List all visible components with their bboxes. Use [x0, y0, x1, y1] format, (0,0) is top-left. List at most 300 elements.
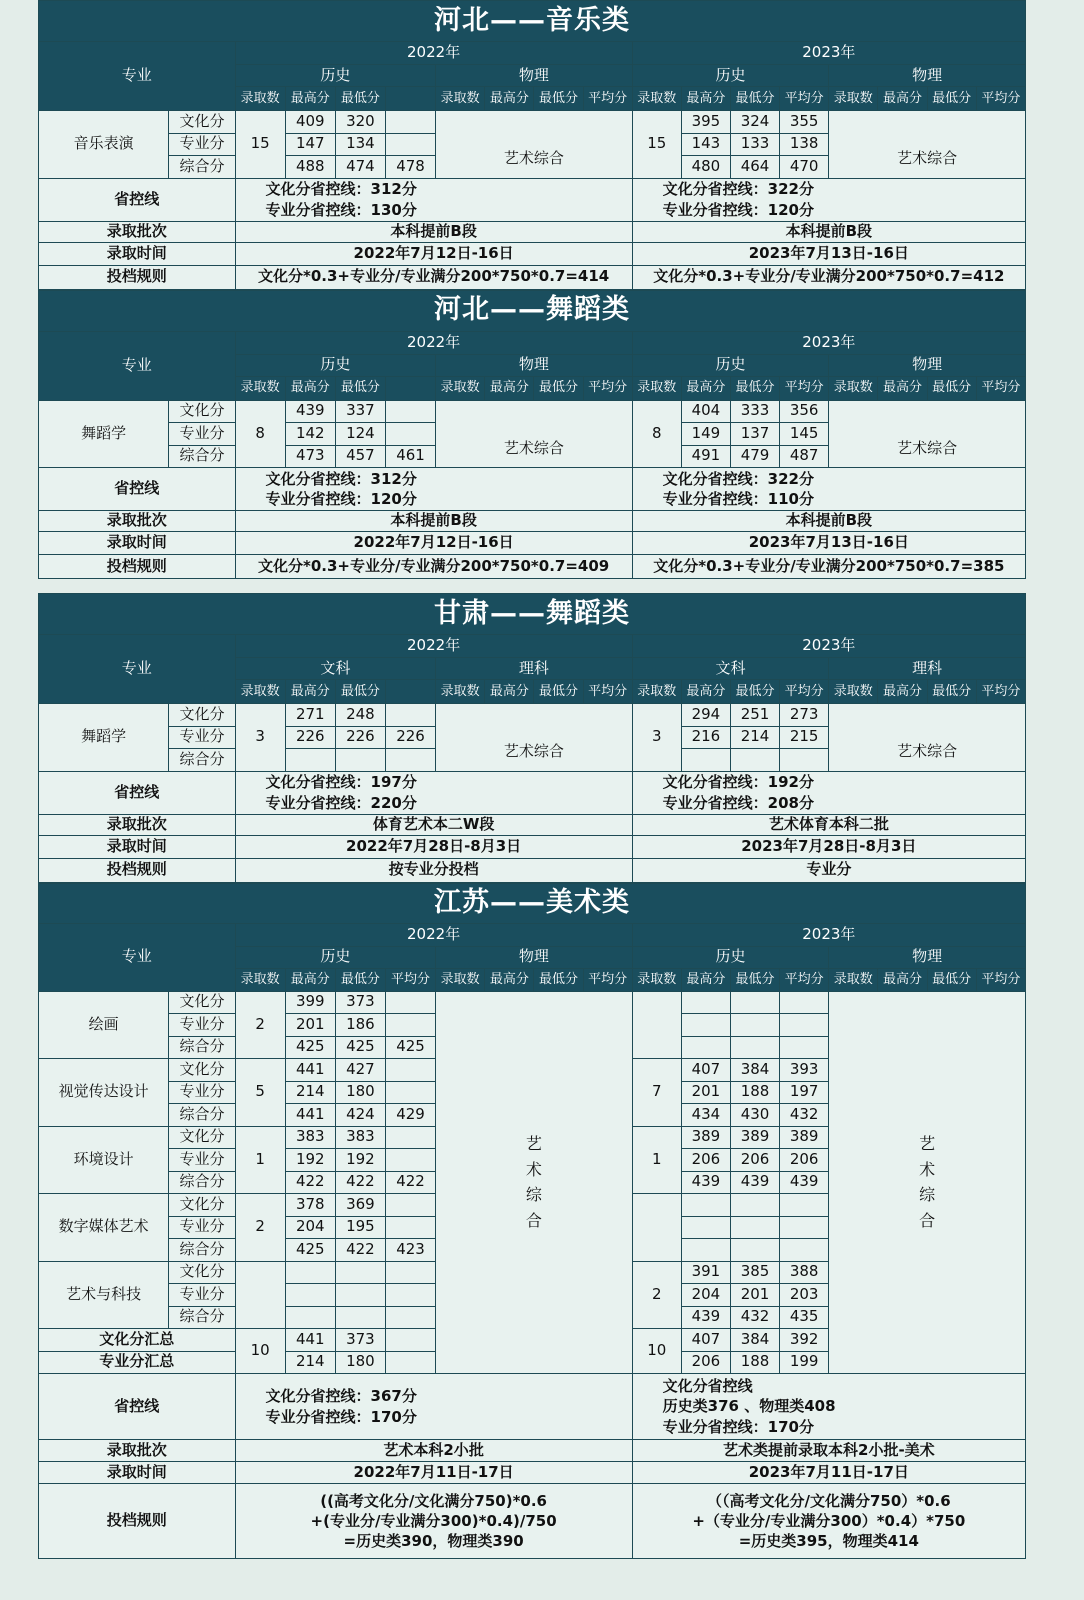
score-2023: 389	[681, 1126, 730, 1149]
score-2023	[730, 1194, 779, 1217]
admit-count-2022: 8	[235, 400, 285, 468]
summary-2023: 188	[730, 1351, 779, 1374]
column-header: 平均分	[976, 376, 1025, 400]
score-2023	[780, 1239, 829, 1262]
score-2023: 439	[730, 1171, 779, 1194]
major-name: 音乐表演	[39, 111, 169, 179]
physics-2023-note: 艺术综合	[829, 111, 1026, 179]
column-header: 最高分	[681, 968, 730, 991]
score-2022: 422	[335, 1239, 385, 1262]
column-header: 最低分	[534, 680, 583, 704]
column-header: 最高分	[681, 376, 730, 400]
column-header: 录取数	[632, 87, 681, 111]
score-2022	[385, 1059, 435, 1082]
section-table	[38, 290, 1026, 580]
column-header: 录取数	[436, 968, 485, 991]
score-type: 综合分	[169, 749, 235, 772]
column-header: 录取数	[829, 376, 878, 400]
summary-2023: 199	[780, 1351, 829, 1374]
column-header: 录取数	[829, 87, 878, 111]
summary-2023: 384	[730, 1329, 779, 1352]
score-2022	[385, 133, 435, 156]
score-2022	[385, 1126, 435, 1149]
admit-count-2023: 1	[632, 1126, 681, 1194]
score-2023	[681, 991, 730, 1014]
score-2022: 422	[285, 1171, 335, 1194]
score-2023: 206	[681, 1149, 730, 1172]
text-line: 专业分省控线：120分	[265, 490, 417, 508]
text-line: 专业分省控线：130分	[265, 200, 417, 219]
score-2022: 201	[285, 1014, 335, 1037]
column-header: 最低分	[927, 87, 976, 111]
score-2023	[681, 749, 730, 772]
score-2023: 491	[681, 445, 730, 468]
section-panel	[38, 0, 1026, 290]
batch-label: 录取批次	[39, 1440, 236, 1462]
rule-2023: 专业分	[632, 858, 1025, 882]
sections-container	[38, 0, 1026, 1559]
score-2022: 383	[285, 1126, 335, 1149]
time-2023: 2023年7月13日-16日	[632, 242, 1025, 265]
time-label: 录取时间	[39, 835, 236, 858]
time-2023: 2023年7月28日-8月3日	[632, 835, 1025, 858]
column-header: 平均分	[583, 87, 632, 111]
score-2023: 470	[780, 156, 829, 179]
admit-count-2022: 5	[235, 1059, 285, 1127]
score-2022: 195	[335, 1216, 385, 1239]
track-header: 文科	[235, 658, 436, 680]
control-line-label: 省控线	[39, 1374, 236, 1440]
score-type: 专业分	[169, 1081, 235, 1104]
score-2022	[385, 1014, 435, 1037]
major-name: 舞蹈学	[39, 704, 169, 772]
admit-count-2022: 2	[235, 1194, 285, 1262]
score-2022	[385, 111, 435, 134]
score-type: 文化分	[169, 1194, 235, 1217]
column-header: 最低分	[730, 87, 779, 111]
score-type: 专业分	[169, 1284, 235, 1307]
score-2022	[385, 1284, 435, 1307]
section-title: 甘肃——舞蹈类	[39, 594, 1026, 635]
score-2022	[335, 1261, 385, 1284]
score-2022: 439	[285, 400, 335, 423]
year-2022-header: 2022年	[235, 635, 632, 658]
column-header: 录取数	[235, 376, 285, 400]
text-line: 文化分省控线：312分	[265, 469, 417, 488]
control-line-2023	[632, 1374, 1025, 1440]
control-line-2022	[235, 771, 632, 814]
admit-count-2023: 7	[632, 1059, 681, 1127]
score-2023: 204	[681, 1284, 730, 1307]
score-type: 文化分	[169, 1126, 235, 1149]
time-2022: 2022年7月12日-16日	[235, 532, 632, 555]
score-2023: 206	[730, 1149, 779, 1172]
control-line-2022	[235, 468, 632, 511]
section-panel	[38, 290, 1026, 580]
column-header: 最低分	[534, 376, 583, 400]
score-2022: 337	[335, 400, 385, 423]
text-line: +（专业分/专业满分300）*0.4）*750	[692, 1511, 966, 1530]
column-header: 最低分	[730, 376, 779, 400]
score-2023: 384	[730, 1059, 779, 1082]
score-2023	[730, 991, 779, 1014]
rule-label: 投档规则	[39, 858, 236, 882]
score-2022	[335, 1306, 385, 1329]
major-header: 专业	[39, 42, 236, 111]
score-2022: 423	[385, 1239, 435, 1262]
summary-2022: 180	[335, 1351, 385, 1374]
score-2022: 320	[335, 111, 385, 134]
score-2023: 479	[730, 445, 779, 468]
admit-count-2023: 15	[632, 111, 681, 179]
track-header: 历史	[632, 65, 829, 87]
score-2023: 197	[780, 1081, 829, 1104]
score-2022: 204	[285, 1216, 335, 1239]
score-2023: 214	[730, 726, 779, 749]
batch-2022: 本科提前B段	[235, 511, 632, 532]
score-2023	[730, 1216, 779, 1239]
text-line: 术	[525, 1159, 542, 1179]
physics-2022-note: 艺术综合	[436, 704, 633, 772]
text-line: 文化分省控线	[662, 1377, 753, 1396]
score-type: 综合分	[169, 1104, 235, 1127]
summary-2023: 206	[681, 1351, 730, 1374]
column-header: 最低分	[534, 968, 583, 991]
physics-2023-note	[829, 991, 1026, 1374]
column-header: 最低分	[730, 680, 779, 704]
section-panel	[38, 593, 1026, 883]
score-2022: 422	[385, 1171, 435, 1194]
text-line: 专业分省控线：110分	[662, 490, 814, 508]
column-header: 平均分	[976, 680, 1025, 704]
text-line: 专业分省控线：220分	[265, 793, 417, 812]
column-header: 平均分	[583, 968, 632, 991]
text-line: 文化分省控线：367分	[265, 1387, 417, 1406]
track-header: 历史	[632, 354, 829, 376]
column-header: 平均分	[976, 968, 1025, 991]
score-2023: 435	[780, 1306, 829, 1329]
score-2023: 480	[681, 156, 730, 179]
score-2023: 439	[780, 1171, 829, 1194]
score-2023: 203	[780, 1284, 829, 1307]
track-header: 文科	[632, 658, 829, 680]
admit-count-2023: 2	[632, 1261, 681, 1329]
score-2023: 138	[780, 133, 829, 156]
score-type: 专业分	[169, 1216, 235, 1239]
text-line: 历史类376 、物理类408	[662, 1397, 836, 1416]
text-line: 文化分省控线：322分	[662, 180, 814, 199]
score-2023	[730, 1036, 779, 1059]
year-2022-header: 2022年	[235, 331, 632, 354]
score-2022: 473	[285, 445, 335, 468]
score-2022: 383	[335, 1126, 385, 1149]
score-2022: 186	[335, 1014, 385, 1037]
score-2023: 201	[730, 1284, 779, 1307]
score-2023: 149	[681, 423, 730, 446]
summary-2022: 441	[285, 1329, 335, 1352]
column-header: 录取数	[235, 87, 285, 111]
column-header: 平均分	[385, 968, 435, 991]
score-2022	[385, 1216, 435, 1239]
score-2023: 294	[681, 704, 730, 727]
text-line: 术	[919, 1159, 936, 1179]
score-2022: 425	[385, 1036, 435, 1059]
admit-count-2022: 1	[235, 1126, 285, 1194]
year-2022-header: 2022年	[235, 42, 632, 65]
score-type: 专业分	[169, 726, 235, 749]
text-line: =历史类395，物理类414	[738, 1532, 919, 1551]
control-line-2022	[235, 178, 632, 221]
score-2022	[385, 1261, 435, 1284]
score-2023	[780, 1194, 829, 1217]
major-name: 环境设计	[39, 1126, 169, 1194]
text-line: 合	[525, 1210, 542, 1230]
score-2022: 425	[285, 1036, 335, 1059]
column-header: 最低分	[335, 968, 385, 991]
score-2022	[385, 1081, 435, 1104]
text-line: 艺	[919, 1134, 936, 1154]
score-2022	[385, 704, 435, 727]
time-2022: 2022年7月12日-16日	[235, 242, 632, 265]
column-header: 录取数	[632, 376, 681, 400]
column-header: 最高分	[878, 87, 927, 111]
admit-count-2023: 3	[632, 704, 681, 772]
column-header: 平均分	[583, 680, 632, 704]
year-2023-header: 2023年	[632, 42, 1025, 65]
score-2022: 248	[335, 704, 385, 727]
score-2023	[730, 1014, 779, 1037]
score-2023: 355	[780, 111, 829, 134]
summary-2022	[385, 1351, 435, 1374]
column-header: 录取数	[632, 680, 681, 704]
score-2023: 188	[730, 1081, 779, 1104]
score-2022: 192	[285, 1149, 335, 1172]
rule-2022: 按专业分投档	[235, 858, 632, 882]
score-2022	[385, 1149, 435, 1172]
score-2022: 226	[385, 726, 435, 749]
score-2023: 439	[681, 1171, 730, 1194]
text-line: 专业分省控线：208分	[662, 793, 814, 812]
control-line-label: 省控线	[39, 468, 236, 511]
score-2022: 409	[285, 111, 335, 134]
column-header: 录取数	[829, 968, 878, 991]
score-type: 文化分	[169, 991, 235, 1014]
major-name: 艺术与科技	[39, 1261, 169, 1329]
score-2022	[385, 400, 435, 423]
column-header: 最低分	[534, 87, 583, 111]
batch-label: 录取批次	[39, 511, 236, 532]
score-2023: 385	[730, 1261, 779, 1284]
text-line: 专业分省控线：170分	[265, 1407, 417, 1426]
score-type: 综合分	[169, 1306, 235, 1329]
score-2022: 369	[335, 1194, 385, 1217]
year-2023-header: 2023年	[632, 331, 1025, 354]
summary-2023: 407	[681, 1329, 730, 1352]
track-header: 历史	[632, 946, 829, 968]
summary-label: 文化分汇总	[39, 1329, 236, 1352]
track-header: 物理	[436, 65, 633, 87]
score-2022: 424	[335, 1104, 385, 1127]
physics-2022-note: 艺术综合	[436, 111, 633, 179]
section-title: 河北——舞蹈类	[39, 290, 1026, 331]
admit-count-2022: 3	[235, 704, 285, 772]
score-2023: 464	[730, 156, 779, 179]
score-type: 综合分	[169, 445, 235, 468]
rule-2023: 文化分*0.3+专业分/专业满分200*750*0.7=385	[632, 555, 1025, 579]
score-2022	[385, 1194, 435, 1217]
score-type: 综合分	[169, 1036, 235, 1059]
column-header: 最高分	[285, 87, 335, 111]
score-type: 综合分	[169, 1239, 235, 1262]
column-header: 平均分	[976, 87, 1025, 111]
score-2022: 425	[285, 1239, 335, 1262]
score-2023: 273	[780, 704, 829, 727]
admit-count-2023	[632, 991, 681, 1059]
score-type: 专业分	[169, 1149, 235, 1172]
column-header: 最高分	[681, 680, 730, 704]
score-2023: 145	[780, 423, 829, 446]
text-line: 综	[525, 1185, 542, 1205]
score-2022: 142	[285, 423, 335, 446]
summary-label: 专业分汇总	[39, 1351, 236, 1374]
admit-count-2022: 15	[235, 111, 285, 179]
summary-2022: 214	[285, 1351, 335, 1374]
score-2023: 432	[730, 1306, 779, 1329]
track-header: 物理	[436, 946, 633, 968]
physics-2022-note: 艺术综合	[436, 400, 633, 468]
summary-2023: 392	[780, 1329, 829, 1352]
track-header: 历史	[235, 65, 436, 87]
score-2023	[780, 1014, 829, 1037]
batch-2023: 本科提前B段	[632, 221, 1025, 242]
score-2022	[285, 1284, 335, 1307]
score-2023	[730, 1239, 779, 1262]
column-header: 最低分	[927, 968, 976, 991]
score-2022	[285, 749, 335, 772]
score-2022: 429	[385, 1104, 435, 1127]
year-2023-header: 2023年	[632, 923, 1025, 946]
admit-count-2022	[235, 1261, 285, 1329]
score-2022: 488	[285, 156, 335, 179]
column-header: 平均分	[780, 968, 829, 991]
column-header: 录取数	[632, 968, 681, 991]
score-2023	[780, 749, 829, 772]
score-2022: 399	[285, 991, 335, 1014]
score-2022	[385, 423, 435, 446]
batch-label: 录取批次	[39, 814, 236, 835]
time-2023: 2023年7月13日-16日	[632, 532, 1025, 555]
document	[38, 0, 1026, 1559]
text-line: 合	[919, 1210, 936, 1230]
score-2022: 378	[285, 1194, 335, 1217]
score-2022: 441	[285, 1059, 335, 1082]
batch-2023: 艺术类提前录取本科2小批-美术	[632, 1440, 1025, 1462]
rule-label: 投档规则	[39, 555, 236, 579]
column-header: 最高分	[485, 968, 534, 991]
section-table	[38, 883, 1026, 1560]
batch-2023: 艺术体育本科二批	[632, 814, 1025, 835]
track-header: 理科	[436, 658, 633, 680]
physics-2023-note: 艺术综合	[829, 400, 1026, 468]
column-header: 最高分	[878, 376, 927, 400]
score-type: 文化分	[169, 1059, 235, 1082]
control-line-2023	[632, 178, 1025, 221]
section-gap	[38, 579, 1026, 593]
text-line: ((高考文化分/文化满分750)*0.6	[320, 1491, 547, 1510]
time-2022: 2022年7月28日-8月3日	[235, 835, 632, 858]
text-line: 艺	[525, 1134, 542, 1154]
major-name: 数字媒体艺术	[39, 1194, 169, 1262]
summary-count-2022: 10	[235, 1329, 285, 1374]
score-2023	[681, 1216, 730, 1239]
column-header	[385, 87, 435, 111]
column-header: 最低分	[927, 376, 976, 400]
column-header: 平均分	[780, 87, 829, 111]
column-header: 平均分	[780, 376, 829, 400]
score-2023	[681, 1194, 730, 1217]
rule-2022	[235, 1484, 632, 1559]
score-type: 专业分	[169, 423, 235, 446]
batch-label: 录取批次	[39, 221, 236, 242]
column-header: 最低分	[335, 87, 385, 111]
score-2022: 271	[285, 704, 335, 727]
score-2022: 478	[385, 156, 435, 179]
score-2022	[285, 1306, 335, 1329]
track-header: 物理	[829, 946, 1026, 968]
time-label: 录取时间	[39, 532, 236, 555]
score-2022: 373	[335, 991, 385, 1014]
summary-2022: 373	[335, 1329, 385, 1352]
summary-count-2023: 10	[632, 1329, 681, 1374]
column-header: 最高分	[681, 87, 730, 111]
admit-count-2022: 2	[235, 991, 285, 1059]
column-header: 录取数	[829, 680, 878, 704]
score-type: 文化分	[169, 704, 235, 727]
score-2022: 226	[285, 726, 335, 749]
score-2023: 432	[780, 1104, 829, 1127]
score-2023	[681, 1014, 730, 1037]
score-2023	[681, 1036, 730, 1059]
text-line: 文化分省控线：197分	[265, 773, 417, 792]
track-header: 历史	[235, 946, 436, 968]
score-2022: 422	[335, 1171, 385, 1194]
control-line-2023	[632, 468, 1025, 511]
score-type: 文化分	[169, 400, 235, 423]
column-header: 最高分	[285, 376, 335, 400]
score-2022: 474	[335, 156, 385, 179]
score-2022	[385, 1306, 435, 1329]
score-2022: 214	[285, 1081, 335, 1104]
score-2023: 215	[780, 726, 829, 749]
column-header: 最高分	[485, 376, 534, 400]
admit-count-2023	[632, 1194, 681, 1262]
score-2023: 324	[730, 111, 779, 134]
section-title: 河北——音乐类	[39, 1, 1026, 42]
score-2022: 192	[335, 1149, 385, 1172]
column-header: 最低分	[335, 376, 385, 400]
score-2023: 439	[681, 1306, 730, 1329]
major-header: 专业	[39, 923, 236, 991]
score-2023	[730, 749, 779, 772]
score-2023: 430	[730, 1104, 779, 1127]
text-line: 文化分省控线：322分	[662, 469, 814, 488]
column-header: 最高分	[285, 680, 335, 704]
score-2023: 137	[730, 423, 779, 446]
text-line: 综	[919, 1185, 936, 1205]
text-line: 专业分省控线：170分	[662, 1417, 814, 1436]
text-line: 文化分省控线：192分	[662, 773, 814, 792]
column-header: 最高分	[285, 968, 335, 991]
